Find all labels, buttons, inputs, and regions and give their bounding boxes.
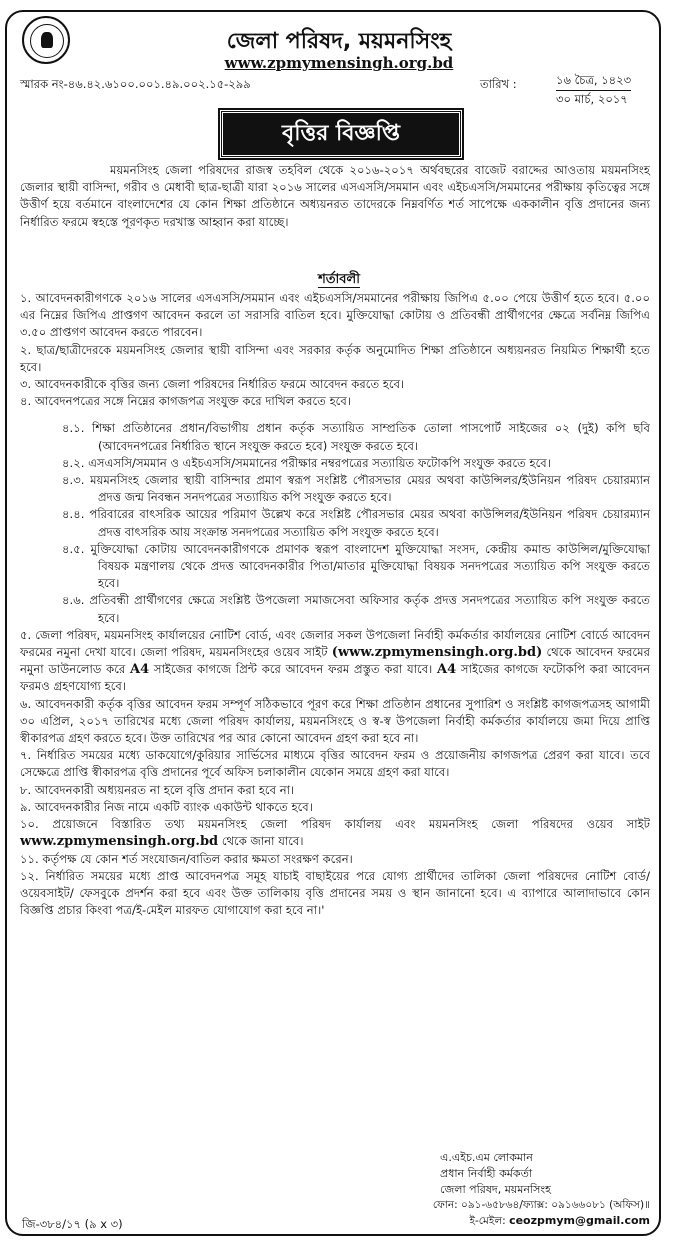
condition-4-2: ৪.২. এসএসসি/সমমান ও এইচএসসি/সমমানের পরীক্ষার নম্বরপত্রের সত্যায়িত ফটোকপি সংযুক্ত করতে হবে।	[62, 455, 551, 470]
contact-block	[360, 1198, 650, 1229]
condition-10: ১০. প্রয়োজনে বিস্তারিত তথ্য ময়মনসিংহ জেলা পরিষদ কার্যালয় এবং ময়মনসিংহ জেলা পরিষদের ওয়েব সাইট www.zpmymensingh.org.bd থেকে জানা যাবে।	[20, 817, 650, 850]
condition-10-website[interactable]: www.zpmymensingh.org.bd	[20, 834, 219, 850]
organization-website[interactable]: www.zpmymensingh.org.bd	[224, 54, 454, 72]
condition-8: ৮. আবেদনকারী অধ্যয়নরত না হলে বৃত্তি প্রদান করা হবে না।	[20, 782, 295, 797]
signatory-designation: প্রধান নির্বাহী কর্মকর্তা	[440, 1167, 533, 1180]
condition-11: ১১. কর্তৃপক্ষ যে কোন শর্ত সংযোজন/বাতিল করার ক্ষমতা সংরক্ষণ করেন।	[20, 851, 353, 866]
condition-4: ৪. আবেদনপত্রের সঙ্গে নিম্নের কাগজপত্র সংযুক্ত করে দাখিল করতে হবে।	[20, 394, 351, 409]
notice-headline: বৃত্তির বিজ্ঞপ্তি	[220, 110, 462, 158]
conditions-list	[20, 290, 650, 919]
condition-4-3: ৪.৩. ময়মনসিংহ জেলার স্থায়ী বাসিন্দার প্রমাণ স্বরূপ সংশ্লিষ্ট পৌরসভার মেয়র অথবা কাউন্সিলর/ইউনিয়ন পরিষদ চেয়ারম্যান প্রদত্ত জন্ম নিবন্ধন সনদপত্রের সত্যায়িত কপি সংযুক্ত করতে হবে।	[62, 473, 650, 505]
signature-block	[440, 1150, 640, 1198]
intro-paragraph: ময়মনসিংহ জেলা পরিষদের রাজস্ব তহবিল থেকে ২০১৬-২০১৭ অর্থবছরের বাজেট বরাদ্দের আওতায় ময়মনসিংহ জেলার স্থায়ী বাসিন্দা, গরীব ও মেধাবী ছাত্র-ছাত্রী যারা ২০১৬ সালের এসএসসি/সমমান এবং এইচএসসি/সমমানের পরীক্ষায় কৃতিত্বের সঙ্গে উত্তীর্ণ হয়ে বর্তমানে বাংলাদেশের যে কোন শিক্ষা প্রতিষ্ঠানে অধ্যয়নরত তাদেরকে নিম্নবর্ণিত শর্ত সাপেক্ষে এককালীন বৃত্তি প্রদানের জন্য নির্ধারিত ফরমে স্বহস্তে পূরণকৃত দরখাস্ত আহ্বান করা যাচ্ছে।	[20, 163, 650, 229]
condition-7: ৭. নির্ধারিত সময়ের মধ্যে ডাকযোগে/কুরিয়ার সার্ভিসের মাধ্যমে বৃত্তির আবেদন ফরম ও প্রয়োজনীয় কাগজপত্র প্রেরণ করা যাবে। তবে সেক্ষেত্রে প্রাপ্তি স্বীকারপত্র বৃত্তি প্রদানের পূর্বে অফিস চলাকালীন যেকোন সময়ে গ্রহণ করা যাবে।	[20, 748, 650, 780]
phone-fax: ফোন: ০৯১-৬৫৮৬৪/ফ্যাক্স: ০৯১৬৬০৮১ (অফিস)॥	[432, 1199, 650, 1211]
condition-4-1: ৪.১. শিক্ষা প্রতিষ্ঠানের প্রধান/বিভাগীয় প্রধান কর্তৃক সত্যায়িত সাম্প্রতিক তোলা পাসপোর্ট সাইজের ০২ (দুই) কপি ছবি (আবেদনপত্রের নির্ধারিত স্থানে সংযুক্ত করতে হবে) সংযুক্ত করতে হবে।	[62, 421, 650, 453]
date-label: তারিখ :	[480, 77, 517, 91]
advertisement-reference: জি-৩৮৪/১৭ (৯ x ৩)	[22, 1217, 123, 1231]
date-block	[556, 72, 631, 108]
signatory-name: এ.এইচ.এম লোকমান	[440, 1151, 533, 1164]
date-english: ৩০ মার্চ, ২০১৭	[556, 92, 628, 106]
email-line: ই-মেইল: ceozpmym@gmail.com	[469, 1214, 650, 1227]
organization-title: জেলা পরিষদ, ময়মনসিংহ	[226, 29, 452, 54]
condition-4-subitems	[62, 420, 650, 626]
condition-3: ৩. আবেদনকারীকে বৃত্তির জন্য জেলা পরিষদের নির্ধারিত ফরমে আবেদন করতে হবে।	[20, 377, 405, 392]
conditions-heading: শর্তাবলী	[318, 272, 360, 287]
signatory-office: জেলা পরিষদ, ময়মনসিংহ	[440, 1183, 551, 1196]
condition-4-4: ৪.৪. পরিবারের বাৎসরিক আয়ের পরিমাণ উল্লেখ করে সংশ্লিষ্ট পৌরসভার মেয়র অথবা কাউন্সিলর/ইউনিয়ন পরিষদ চেয়ারম্যান প্রদত্ত বাৎসরিক আয় সংক্রান্ত সনদপত্রের সত্যায়িত কপি সংযুক্ত করতে হবে।	[62, 507, 650, 539]
condition-12: ১২. নির্ধারিত সময়ের মধ্যে প্রাপ্ত আবেদনপত্র সমূহ যাচাই বাছাইয়ের পরে যোগ্য প্রার্থীদের তালিকা জেলা পরিষদের নোটিশ বোর্ড/ওয়েবসাইট/ ফেসবুকে প্রদর্শন করা হবে এবং উক্ত তালিকায় বৃত্তি প্রদানের সময় ও স্থান জানানো হবে। এ ব্যাপারে আলাদাভাবে কোন বিজ্ঞপ্তি প্রচার কিংবা পত্র/ই-মেইল মারফত যোগাযোগ করা হবে না।'	[20, 868, 650, 918]
condition-4-6: ৪.৬. প্রতিবন্ধী প্রার্থীগণের ক্ষেত্রে সংশ্লিষ্ট উপজেলা সমাজসেবা অফিসার কর্তৃক প্রদত্ত সনদপত্রের সত্যায়িত কপি সংযুক্ত করতে হবে।	[62, 593, 650, 625]
condition-5-website[interactable]: (www.zpmymensingh.org.bd)	[331, 645, 543, 661]
memo-number: স্মারক নং-৪৬.৪২.৬১০০.০০১.৪৯.০০২.১৫-২৯৯	[20, 77, 251, 91]
email-address[interactable]: ceozpmym@gmail.com	[509, 1214, 650, 1227]
condition-4-5: ৪.৫. মুক্তিযোদ্ধা কোটায় আবেদনকারীগণকে প্রমাণক স্বরূপ বাংলাদেশ মুক্তিযোদ্ধা সংসদ, কেন্দ্রীয় কমান্ড কাউন্সিল/মুক্তিযোদ্ধা বিষয়ক মন্ত্রণালয় থেকে প্রদত্ত আবেদনকারীর পিতা/মাতার মুক্তিযোদ্ধা বিষয়ক সনদপত্রের সত্যায়িত কপি সংযুক্ত করতে হবে।	[62, 541, 650, 591]
condition-9: ৯. আবেদনকারীর নিজ নামে একটি ব্যাংক একাউন্ট থাকতে হবে।	[20, 799, 313, 814]
condition-5: ৫. জেলা পরিষদ, ময়মনসিংহ কার্যালয়ের নোটিশ বোর্ড, এবং জেলার সকল উপজেলা নির্বাহী কর্মকর্তার কার্যালয়ের নোটিশ বোর্ডে আবেদন ফরমের নমুনা দেখা যাবে। জেলা পরিষদ, ময়মনসিংহের ওয়েব সাইট (www.zpmymensingh.org.bd) থেকে আবেদন ফরমের নমুনা ডাউনলোড করে A4 সাইজের কাগজে প্রিন্ট করে আবেদন ফরম প্রস্তুত করা যাবে। A4 সাইজের কাগজে ফটোকপি করা আবেদন ফরমও গ্রহণযোগ্য হবে।	[20, 627, 651, 694]
condition-6: ৬. আবেদনকারী কর্তৃক বৃত্তির আবেদন ফরম সম্পূর্ণ সঠিকভাবে পূরণ করে শিক্ষা প্রতিষ্ঠান প্রধানের সুপারিশ ও সংশ্লিষ্ট কাগজপত্রসহ আগামী ৩০ এপ্রিল, ২০১৭ তারিখের মধ্যে জেলা পরিষদ কার্যালয়, ময়মনসিংহে ও স্ব-স্ব উপজেলা নির্বাহী কর্মকর্তার কার্যালয়ে জমা দিয়ে প্রাপ্তি স্বীকারপত্র গ্রহণ করতে হবে। উক্ত তারিখের পর আর কোনো আবেদন গ্রহণ করা হবে না।	[20, 696, 650, 746]
date-bangla: ১৬ চৈত্র, ১৪২৩	[556, 72, 631, 91]
condition-2: ২. ছাত্র/ছাত্রীদেরকে ময়মনসিংহ জেলার স্থায়ী বাসিন্দা এবং সরকার কর্তৃক অনুমোদিত শিক্ষা প্রতিষ্ঠানে অধ্যয়নরত নিয়মিত শিক্ষার্থী হতে হবে।	[20, 342, 650, 374]
condition-1: ১. আবেদনকারীগণকে ২০১৬ সালের এসএসসি/সমমান এবং এইচএসসি/সমমানের পরীক্ষায় জিপিএ ৫.০০ পেয়ে উত্তীর্ণ হতে হবে। ৫.০০ এর নিম্নের জিপিএ প্রাপ্তগণ আবেদন করলে তা সরাসরি বাতিল হবে। মুক্তিযোদ্ধা কোটায় ও প্রতিবন্ধী প্রার্থীগণের ক্ষেত্রে সর্বনিম্ন জিপিএ ৩.৫০ প্রাপ্তগণ আবেদন করতে পারবেন।	[20, 291, 650, 340]
